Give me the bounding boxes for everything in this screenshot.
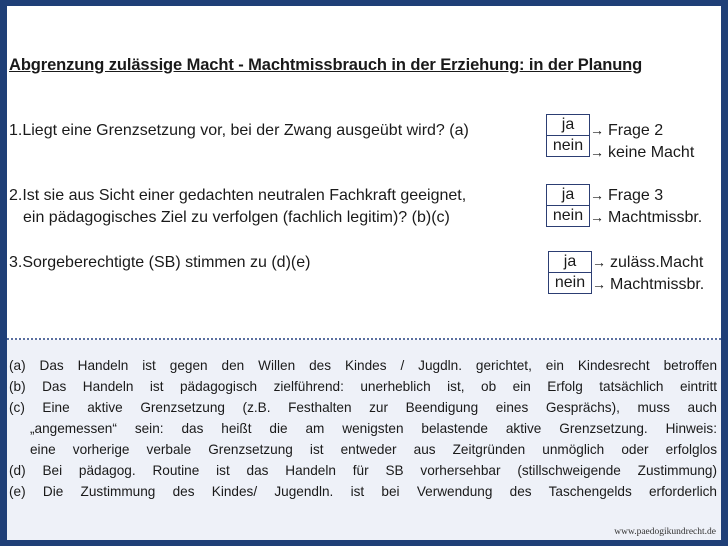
yes-result-text: zuläss.Macht bbox=[610, 254, 704, 271]
question-1-decision-box bbox=[546, 114, 590, 157]
footnote-c-line-1: (c) Eine aktive Grenzsetzung (z.B. Festhalten zur Beendigung eines Gesprächs), muss auch bbox=[9, 400, 717, 415]
frame-border-bottom bbox=[0, 540, 728, 546]
question-2-decision-box bbox=[546, 184, 590, 227]
arrow-right-icon: → bbox=[592, 276, 606, 292]
arrow-right-icon: → bbox=[590, 187, 604, 203]
question-2-yes-result bbox=[590, 187, 663, 205]
footnote-a: (a) Das Handeln ist gegen den Willen des Kindes / Jugdln. gerichtet, ein Kindesrecht betroffen bbox=[9, 358, 717, 373]
question-2-text-line-1: 2.Ist sie aus Sicht einer gedachten neutralen Fachkraft geeignet, bbox=[9, 187, 467, 204]
question-2-text-line-2: ein pädagogisches Ziel zu verfolgen (fachlich legitim)? (b)(c) bbox=[23, 209, 450, 226]
question-3-no-result bbox=[592, 276, 704, 294]
footnote-b: (b) Das Handeln ist pädagogisch zielführend: unerheblich ist, ob ein Erfolg tatsächlich eintritt bbox=[9, 379, 717, 394]
frame-border-top bbox=[0, 0, 728, 6]
frame-border-left bbox=[0, 0, 7, 546]
footnote-c-line-3: eine vorherige verbale Grenzsetzung ist entweder aus Zeitgründen unmöglich oder erfolglos bbox=[30, 442, 717, 457]
question-1-no-result bbox=[590, 144, 694, 162]
question-3-text: 3.Sorgeberechtigte (SB) stimmen zu (d)(e) bbox=[9, 254, 311, 271]
yes-label: ja bbox=[549, 252, 591, 273]
question-3-decision-box bbox=[548, 251, 592, 294]
dotted-divider bbox=[7, 338, 721, 340]
yes-label: ja bbox=[547, 185, 589, 206]
source-url[interactable]: www.paedogikundrecht.de bbox=[614, 527, 716, 537]
page-title: Abgrenzung zulässige Macht - Machtmissbrauch in der Erziehung: in der Planung bbox=[9, 56, 643, 74]
arrow-right-icon: → bbox=[590, 209, 604, 225]
frame-border-right bbox=[721, 0, 728, 546]
question-3-yes-result bbox=[592, 254, 703, 272]
arrow-right-icon: → bbox=[590, 122, 604, 138]
no-label: nein bbox=[554, 274, 586, 291]
yes-result-text: Frage 2 bbox=[608, 122, 664, 139]
arrow-right-icon: → bbox=[590, 144, 604, 160]
no-label: nein bbox=[552, 207, 584, 224]
yes-label: ja bbox=[547, 115, 589, 136]
no-result-text: keine Macht bbox=[608, 144, 695, 161]
no-result-text: Machtmissbr. bbox=[610, 276, 705, 293]
question-1-yes-result bbox=[590, 122, 663, 140]
no-label: nein bbox=[552, 137, 584, 154]
question-2-no-result bbox=[590, 209, 702, 227]
footnote-c-line-2: „angemessen“ sein: das heißt die am wenigsten belastende aktive Grenzsetzung. Hinweis: bbox=[30, 421, 717, 436]
question-1-text: 1.Liegt eine Grenzsetzung vor, bei der Zwang ausgeübt wird? (a) bbox=[9, 122, 469, 139]
footnote-d: (d) Bei pädagog. Routine ist das Handeln für SB vorhersehbar (stillschweigende Zustimmung) bbox=[9, 463, 717, 478]
no-result-text: Machtmissbr. bbox=[608, 209, 703, 226]
arrow-right-icon: → bbox=[592, 254, 606, 270]
footnote-e: (e) Die Zustimmung des Kindes/ Jugendln. ist bei Verwendung des Taschengelds erforderlich bbox=[9, 484, 717, 499]
yes-result-text: Frage 3 bbox=[608, 187, 664, 204]
